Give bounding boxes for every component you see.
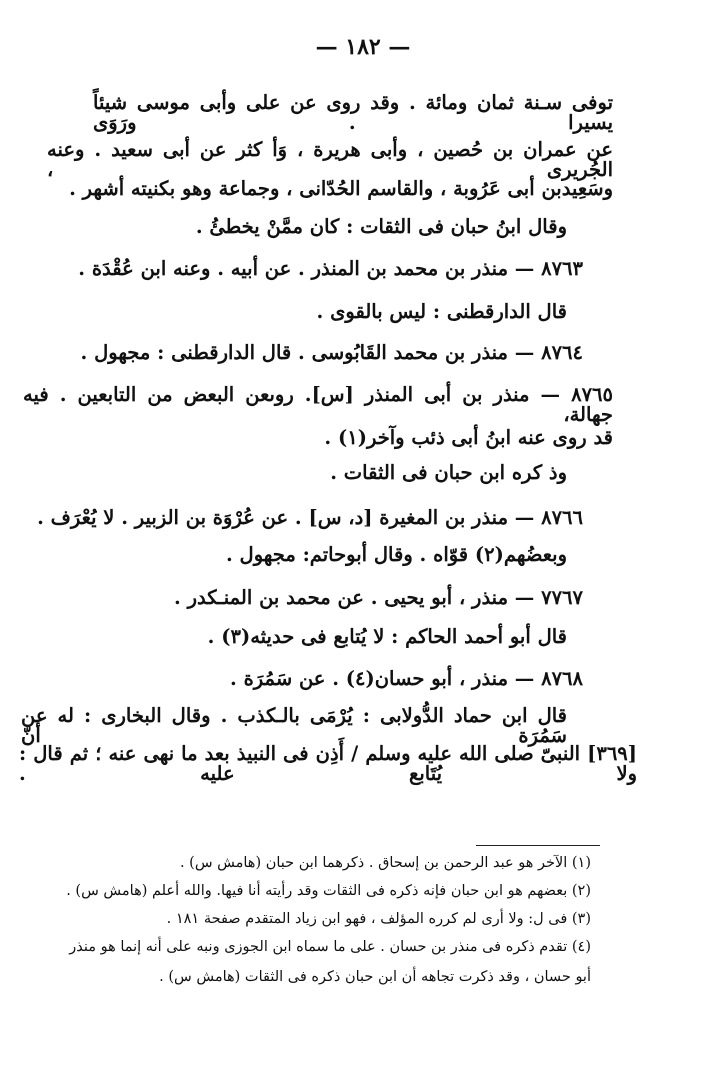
entry-8765: ٨٧٦٥ — منذر بن أبى المنذر [س]. روىعن البعض من التابعين . فيه جهالة، bbox=[23, 383, 613, 426]
body-line: قال ابن حماد الدُّولابى : يُرْمَى بالـكذب . وقال البخارى : له عن سَمُرَة أنّ bbox=[21, 704, 567, 747]
body-line: قال أبو أحمد الحاكم : لا يُتابع فى حديثه(٣) . bbox=[207, 625, 567, 648]
body-line: وقال ابنُ حبان فى الثقات : كان ممَّنْ يخطئُ . bbox=[195, 215, 567, 238]
body-line: وذ كره ابن حبان فى الثقات . bbox=[330, 461, 567, 484]
body-line: توفى سـنة ثمان ومائة . وقد روى عن على وأبى موسى شيئاً يسيرا . ورَوَى bbox=[93, 91, 613, 134]
body-line: وبعضُهم(٢) قوّاه . وقال أبوحاتم: مجهول . bbox=[225, 543, 567, 566]
entry-8766: ٨٧٦٦ — منذر بن المغيرة [د، س] . عن عُرْوَة بن الزبير . لا يُعْرَف . bbox=[37, 506, 583, 529]
body-line: عن عمران بن حُصين ، وأبى هريرة ، وَأ كثر عن أبى سعيد . وعنه الجُريرى ، bbox=[47, 138, 613, 181]
footnote-3: (٣) فى ل: ولا أرى لم كرره المؤلف ، فهو ابن زياد المتقدم صفحة ١٨١ . bbox=[166, 911, 591, 927]
footnote-2: (٢) بعضهم هو ابن حبان فإنه ذكره فى الثقات وقد رأيته أنا فيها. والله أعلم (هامش س) . bbox=[66, 883, 591, 899]
body-line: قد روى عنه ابنُ أبى ذئب وآخر(١) . bbox=[324, 426, 613, 449]
footnote-4-continued: أبو حسان ، وقد ذكرت تجاهه أن ابن حبان ذكره فى الثقات (هامش س) . bbox=[159, 969, 591, 985]
footnote-divider bbox=[476, 845, 600, 846]
entry-8764: ٨٧٦٤ — منذر بن محمد القَابُوسى . قال الدارقطنى : مجهول . bbox=[80, 341, 583, 364]
footnote-1: (١) الآخر هو عبد الرحمن بن إسحاق . ذكرهما ابن حبان (هامش س) . bbox=[179, 855, 591, 871]
entry-7767: ٧٧٦٧ — منذر ، أبو يحيى . عن محمد بن المنـكدر . bbox=[174, 586, 583, 609]
body-line: قال الدارقطنى : ليس بالقوى . bbox=[316, 300, 567, 323]
entry-8768: ٨٧٦٨ — منذر ، أبو حسان(٤) . عن سَمُرَة . bbox=[230, 667, 583, 690]
entry-8763: ٨٧٦٣ — منذر بن محمد بن المنذر . عن أبيه . وعنه ابن عُقْدَة . bbox=[78, 257, 583, 280]
body-line: [٣٦٩] النبىّ صلى الله عليه وسلم / أَذِن فى النبيذ بعد ما نهى عنه ؛ ثم قال : ولا يُتَابع عليه . bbox=[19, 742, 637, 785]
body-line: وسَعِيدبن أبى عَرُوبة ، والقاسم الحُدّانى ، وجماعة وهو بكنيته أشهر . bbox=[69, 177, 613, 200]
footnote-4: (٤) تقدم ذكره فى منذر بن حسان . على ما سماه ابن الجوزى ونبه على أنه إنما هو منذر bbox=[69, 939, 591, 955]
page-number: — ١٨٢ — bbox=[315, 34, 411, 60]
